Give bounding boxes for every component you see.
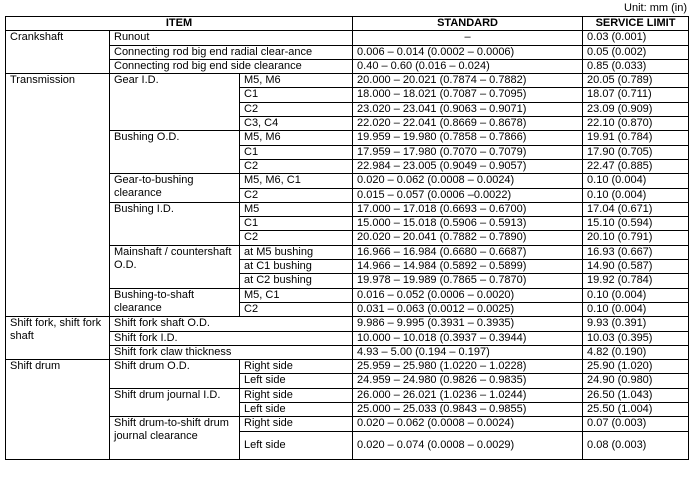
- standard-cell: 0.016 – 0.052 (0.0006 – 0.0020): [353, 288, 583, 302]
- standard-cell: 22.020 – 22.041 (0.8669 – 0.8678): [353, 117, 583, 131]
- group-cell: Shift fork, shift fork shaft: [6, 317, 110, 360]
- table-row: [6, 360, 689, 374]
- standard-cell: 17.959 – 17.980 (0.7070 – 0.7079): [353, 145, 583, 159]
- standard-cell: 14.966 – 14.984 (0.5892 – 0.5899): [353, 260, 583, 274]
- item-cell: Mainshaft / countershaft O.D.: [110, 245, 240, 288]
- item-cell: Runout: [110, 31, 353, 45]
- item-cell: Shift drum-to-shift drum journal clearance: [110, 417, 240, 459]
- limit-cell: 17.90 (0.705): [583, 145, 689, 159]
- sub-cell: C1: [240, 88, 353, 102]
- limit-cell: 25.50 (1.004): [583, 403, 689, 417]
- sub-cell: at C1 bushing: [240, 260, 353, 274]
- sub-cell: C2: [240, 102, 353, 116]
- standard-cell: 0.020 – 0.062 (0.0008 – 0.0024): [353, 417, 583, 431]
- limit-cell: 16.93 (0.667): [583, 245, 689, 259]
- limit-cell: 0.10 (0.004): [583, 302, 689, 316]
- sub-cell: Left side: [240, 403, 353, 417]
- table-row: [6, 31, 689, 45]
- group-cell: Crankshaft: [6, 31, 110, 74]
- limit-cell: 20.05 (0.789): [583, 74, 689, 88]
- limit-cell: 23.09 (0.909): [583, 102, 689, 116]
- standard-cell: 24.959 – 24.980 (0.9826 – 0.9835): [353, 374, 583, 388]
- sub-cell: C2: [240, 302, 353, 316]
- item-cell: Bushing-to-shaft clearance: [110, 288, 240, 317]
- limit-cell: 26.50 (1.043): [583, 388, 689, 402]
- group-cell: Shift drum: [6, 360, 110, 459]
- sub-cell: M5, M6: [240, 74, 353, 88]
- item-cell: Shift drum O.D.: [110, 360, 240, 389]
- limit-cell: 0.05 (0.002): [583, 45, 689, 59]
- table-row: [6, 317, 689, 331]
- sub-cell: C2: [240, 188, 353, 202]
- limit-cell: 0.10 (0.004): [583, 174, 689, 188]
- sub-cell: M5, C1: [240, 288, 353, 302]
- standard-cell: 18.000 – 18.021 (0.7087 – 0.7095): [353, 88, 583, 102]
- item-cell: Shift fork shaft O.D.: [110, 317, 353, 331]
- item-cell: Connecting rod big end radial clear-ance: [110, 45, 353, 59]
- standard-cell: 19.959 – 19.980 (0.7858 – 0.7866): [353, 131, 583, 145]
- standard-cell: 0.020 – 0.074 (0.0008 – 0.0029): [353, 431, 583, 459]
- standard-cell: 16.966 – 16.984 (0.6680 – 0.6687): [353, 245, 583, 259]
- standard-cell: 22.984 – 23.005 (0.9049 – 0.9057): [353, 159, 583, 173]
- standard-cell: 15.000 – 15.018 (0.5906 – 0.5913): [353, 217, 583, 231]
- sub-cell: at M5 bushing: [240, 245, 353, 259]
- standard-cell: 4.93 – 5.00 (0.194 – 0.197): [353, 345, 583, 359]
- limit-cell: 0.07 (0.003): [583, 417, 689, 431]
- sub-cell: M5, M6: [240, 131, 353, 145]
- standard-cell: 0.020 – 0.062 (0.0008 – 0.0024): [353, 174, 583, 188]
- limit-cell: 0.10 (0.004): [583, 288, 689, 302]
- standard-cell: 0.015 – 0.057 (0.0006 –0.0022): [353, 188, 583, 202]
- limit-cell: 22.10 (0.870): [583, 117, 689, 131]
- sub-cell: Right side: [240, 417, 353, 431]
- item-cell: Bushing O.D.: [110, 131, 240, 174]
- limit-cell: 24.90 (0.980): [583, 374, 689, 388]
- standard-cell: 10.000 – 10.018 (0.3937 – 0.3944): [353, 331, 583, 345]
- sub-cell: C1: [240, 217, 353, 231]
- standard-cell: 19.978 – 19.989 (0.7865 – 0.7870): [353, 274, 583, 288]
- limit-cell: 0.10 (0.004): [583, 188, 689, 202]
- header-item: ITEM: [6, 17, 353, 31]
- limit-cell: 19.92 (0.784): [583, 274, 689, 288]
- standard-cell: 20.000 – 20.021 (0.7874 – 0.7882): [353, 74, 583, 88]
- limit-cell: 15.10 (0.594): [583, 217, 689, 231]
- header-service-limit: SERVICE LIMIT: [583, 17, 689, 31]
- sub-cell: Right side: [240, 360, 353, 374]
- standard-cell: 9.986 – 9.995 (0.3931 – 0.3935): [353, 317, 583, 331]
- item-cell: Bushing I.D.: [110, 202, 240, 245]
- item-cell: Gear I.D.: [110, 74, 240, 131]
- specifications-table: [5, 16, 689, 460]
- standard-cell: 0.006 – 0.014 (0.0002 – 0.0006): [353, 45, 583, 59]
- sub-cell: at C2 bushing: [240, 274, 353, 288]
- header-standard: STANDARD: [353, 17, 583, 31]
- limit-cell: 9.93 (0.391): [583, 317, 689, 331]
- table-row: [6, 74, 689, 88]
- item-cell: Shift fork claw thickness: [110, 345, 353, 359]
- sub-cell: M5: [240, 202, 353, 216]
- sub-cell: Left side: [240, 431, 353, 459]
- sub-cell: C2: [240, 231, 353, 245]
- item-cell: Shift drum journal I.D.: [110, 388, 240, 417]
- limit-cell: 0.08 (0.003): [583, 431, 689, 459]
- standard-cell: 25.000 – 25.033 (0.9843 – 0.9855): [353, 403, 583, 417]
- sub-cell: M5, M6, C1: [240, 174, 353, 188]
- unit-note: Unit: mm (in): [624, 2, 687, 14]
- limit-cell: 18.07 (0.711): [583, 88, 689, 102]
- standard-cell: –: [353, 31, 583, 45]
- item-cell: Shift fork I.D.: [110, 331, 353, 345]
- standard-cell: 0.031 – 0.063 (0.0012 – 0.0025): [353, 302, 583, 316]
- standard-cell: 0.40 – 0.60 (0.016 – 0.024): [353, 59, 583, 73]
- limit-cell: 10.03 (0.395): [583, 331, 689, 345]
- standard-cell: 20.020 – 20.041 (0.7882 – 0.7890): [353, 231, 583, 245]
- sub-cell: C1: [240, 145, 353, 159]
- standard-cell: 17.000 – 17.018 (0.6693 – 0.6700): [353, 202, 583, 216]
- limit-cell: 0.03 (0.001): [583, 31, 689, 45]
- limit-cell: 14.90 (0.587): [583, 260, 689, 274]
- group-cell: Transmission: [6, 74, 110, 317]
- limit-cell: 0.85 (0.033): [583, 59, 689, 73]
- limit-cell: 17.04 (0.671): [583, 202, 689, 216]
- header-row: [6, 17, 689, 31]
- limit-cell: 20.10 (0.791): [583, 231, 689, 245]
- standard-cell: 23.020 – 23.041 (0.9063 – 0.9071): [353, 102, 583, 116]
- item-cell: Connecting rod big end side clearance: [110, 59, 353, 73]
- sub-cell: Right side: [240, 388, 353, 402]
- limit-cell: 4.82 (0.190): [583, 345, 689, 359]
- limit-cell: 19.91 (0.784): [583, 131, 689, 145]
- sub-cell: Left side: [240, 374, 353, 388]
- item-cell: Gear-to-bushing clearance: [110, 174, 240, 203]
- standard-cell: 25.959 – 25.980 (1.0220 – 1.0228): [353, 360, 583, 374]
- standard-cell: 26.000 – 26.021 (1.0236 – 1.0244): [353, 388, 583, 402]
- limit-cell: 25.90 (1.020): [583, 360, 689, 374]
- sub-cell: C2: [240, 159, 353, 173]
- sub-cell: C3, C4: [240, 117, 353, 131]
- limit-cell: 22.47 (0.885): [583, 159, 689, 173]
